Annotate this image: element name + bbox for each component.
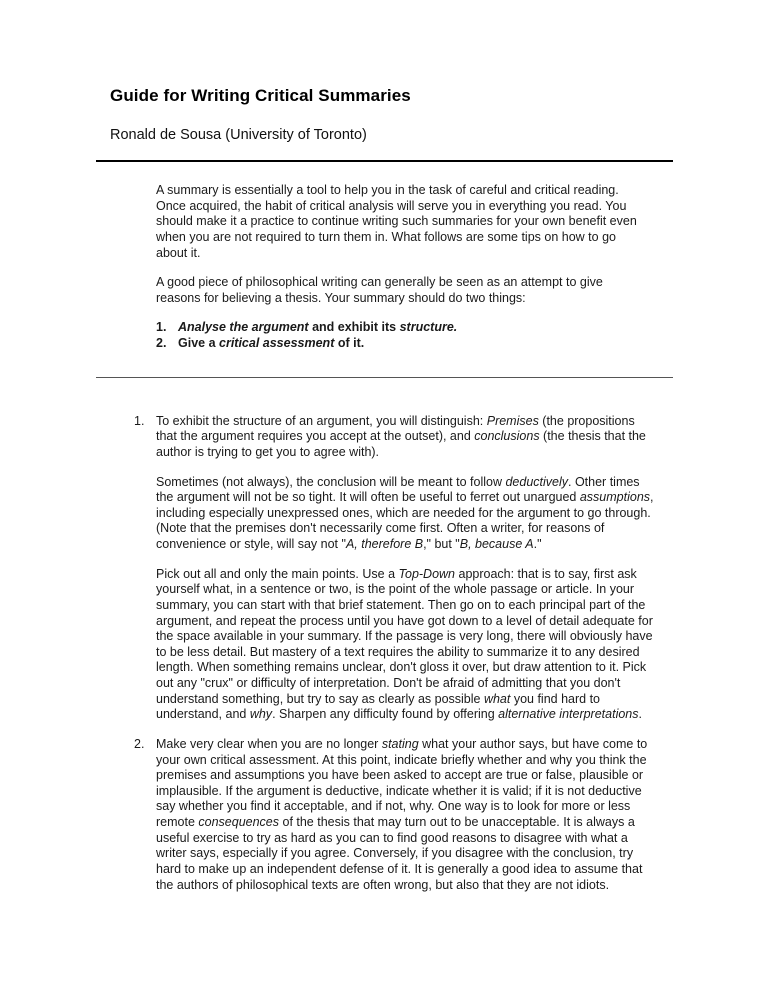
paragraph: Sometimes (not always), the conclusion will be meant to follow deductively. Other times the argument will not be so tight. It will often be useful to ferret out unargued assumptions, including especially unexpressed ones, which are needed for the argument to go through. (Note that the premises don't necessarily come first. Often a writer, for reasons of convenience or style, will say not "A, therefore B," but "B, because A." [156,474,654,551]
intro-list-item-2 [156,336,648,352]
paragraph: To exhibit the structure of an argument, you will distinguish: Premises (the propositions that the argument requires you accept at the outset), and conclusions (the thesis that the author is trying to get you to agree with). [156,413,646,459]
intro-section [156,183,648,352]
intro-list-item-1 [156,320,648,336]
list-item-body [156,414,656,723]
intro-list [156,320,648,351]
main-list [134,414,656,894]
list-item-text: Analyse the argument and exhibit its structure. [178,320,458,335]
list-item-number: 1. [156,320,167,335]
section-divider [96,377,673,378]
list-item-number: 1. [134,413,145,428]
paragraph: Make very clear when you are no longer stating what your author says, but have come to your own critical assessment. At this point, indicate briefly whether and why you think the premises and assumptions you have been asked to accept are true or false, plausible or implausible. If the argument is deductive, indicate whether it is valid; if it is not deductive say whether you find it acceptable, and if not, why. One way is to look for more or less remote consequences of the thesis that may turn out to be unacceptable. It is always a useful exercise to try as hard as you can to find good reasons to disagree with what a writer says, especially if you agree. Conversely, if you disagree with the conclusion, try hard to make up an independent defense of it. It is generally a good idea to assume that the authors of philosophical texts are often wrong, but also that they are not idiots. [156,736,648,892]
list-item-number: 2. [134,736,145,751]
main-list-item-2 [134,737,656,893]
title-divider [96,160,673,162]
page-title: Guide for Writing Critical Summaries [110,86,411,105]
list-item-body [156,737,656,893]
intro-paragraph-1: A summary is essentially a tool to help you in the task of careful and critical reading. Once acquired, the habit of critical analysis will serve you in everything you read. You should make it a practice to continue writing such summaries for your own benefit even when you are not required to turn them in. What follows are some tips on how to go about it. [156,183,637,260]
list-item-text: Give a critical assessment of it. [178,336,365,350]
list-item-number: 2. [156,336,167,350]
intro-paragraph-2: A good piece of philosophical writing can generally be seen as an attempt to give reasons for believing a thesis. Your summary should do two things: [156,275,603,305]
author-line: Ronald de Sousa (University of Toronto) [110,127,367,143]
main-list-item-1 [134,414,656,723]
paragraph: Pick out all and only the main points. Use a Top-Down approach: that is to say, first ask yourself what, in a sentence or two, is the point of the whole passage or article. In your summary, you can start with that brief statement. Then go on to each principal part of the argument, and repeat the process until you have got down to a level of detail adequate for the space available in your summary. If the passage is very long, there will obviously have to be less detail. But mastery of a text requires the ability to summarize it to any desired length. When something remains unclear, don't gloss it over, but draw attention to it. Pick out any "crux" or difficulty of interpretation. Don't be afraid of admitting that you don't understand something, but try to say as clearly as possible what you find hard to understand, and why. Sharpen any difficulty found by offering alternative interpretations. [156,566,653,722]
